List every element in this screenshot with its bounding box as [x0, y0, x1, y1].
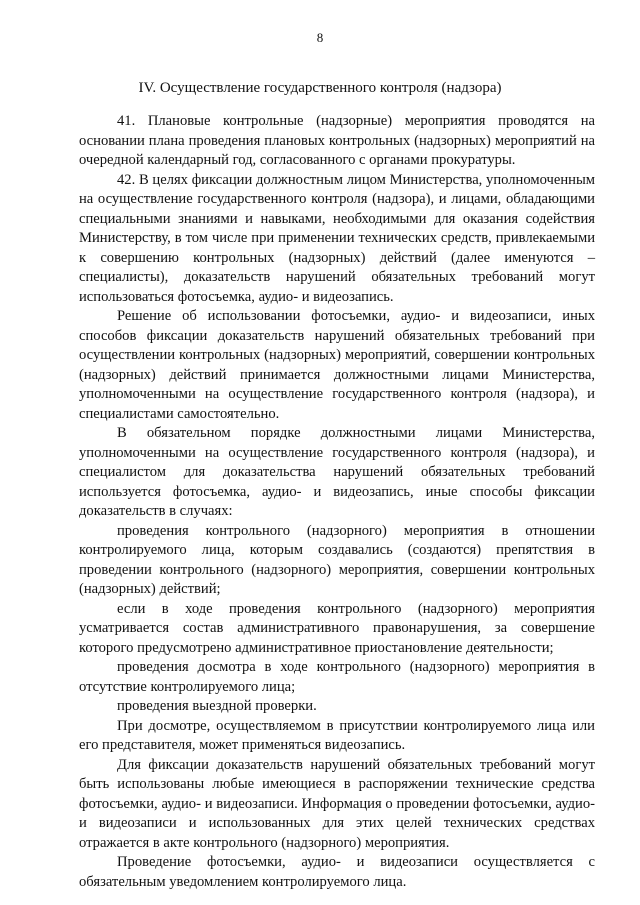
paragraph-41: 41. Плановые контрольные (надзорные) мероприятия проводятся на основании плана проведения плановых контрольных (надзорных) мероприятий на очередной календарный год, согласованного с органами прокуратуры. — [79, 113, 595, 168]
section-heading: IV. Осуществление государственного контроля (надзора) — [138, 80, 502, 96]
paragraph-decision: Решение об использовании фотосъемки, аудио- и видеозаписи, иных способов фиксации доказательств нарушений обязательных требований при осуществлении контрольных (надзорных) мероприятий, совершении контрольных (надзорных) действий принимается должностными лицами Министерства, уполномоченными на осуществление государственного контроля (надзора), и специалистами самостоятельно. — [79, 308, 595, 422]
paragraph-42: 42. В целях фиксации должностным лицом Министерства, уполномоченным на осуществление государственного контроля (надзора), и лицами, обладающими специальными знаниями и навыками, необходимыми для оказания содействия Министерству, в том числе при применении технических средств, привлекаемыми к совершению контрольных (надзорных) действий (далее именуются – специалисты), доказательств нарушений обязательных требований могут использоваться фотосъемка, аудио- и видеозапись. — [79, 171, 595, 305]
paragraph-notification: Проведение фотосъемки, аудио- и видеозаписи осуществляется с обязательным уведомлением контролируемого лица. — [79, 854, 595, 890]
document-body — [79, 112, 595, 892]
list-item-offense: если в ходе проведения контрольного (надзорного) мероприятия усматривается состав административного правонарушения, за совершение которого предусмотрено административное приостановление деятельности; — [79, 600, 595, 656]
paragraph-video-recording: При досмотре, осуществляемом в присутствии контролируемого лица или его представителя, может применяться видеозапись. — [79, 717, 595, 753]
paragraph-technical-means: Для фиксации доказательств нарушений обязательных требований могут быть использованы любые имеющиеся в распоряжении технические средства фотосъемки, аудио- и видеозаписи. Информация о проведении фотосъемки, аудио- и видеозаписи и использованных для этих целей технических средствах отражается в акте контрольного (надзорного) мероприятия. — [79, 756, 595, 851]
list-item-inspection-absence: проведения досмотра в ходе контрольного (надзорного) мероприятия в отсутствие контролируемого лица; — [79, 659, 595, 695]
page-number: 8 — [316, 30, 324, 45]
list-item-obstruction: проведения контрольного (надзорного) мероприятия в отношении контролируемого лица, которым создавались (создаются) препятствия в проведении контрольного (надзорного) мероприятия, совершении контрольных (надзорных) действий; — [79, 522, 595, 597]
list-item-field-check: проведения выездной проверки. — [117, 698, 317, 714]
paragraph-mandatory-cases: В обязательном порядке должностными лицами Министерства, уполномоченными на осуществление государственного контроля (надзора), и специалистом для доказательства нарушений обязательных требований используется фотосъемка, аудио- и видеозапись, иные способы фиксации доказательств в случаях: — [79, 425, 595, 519]
